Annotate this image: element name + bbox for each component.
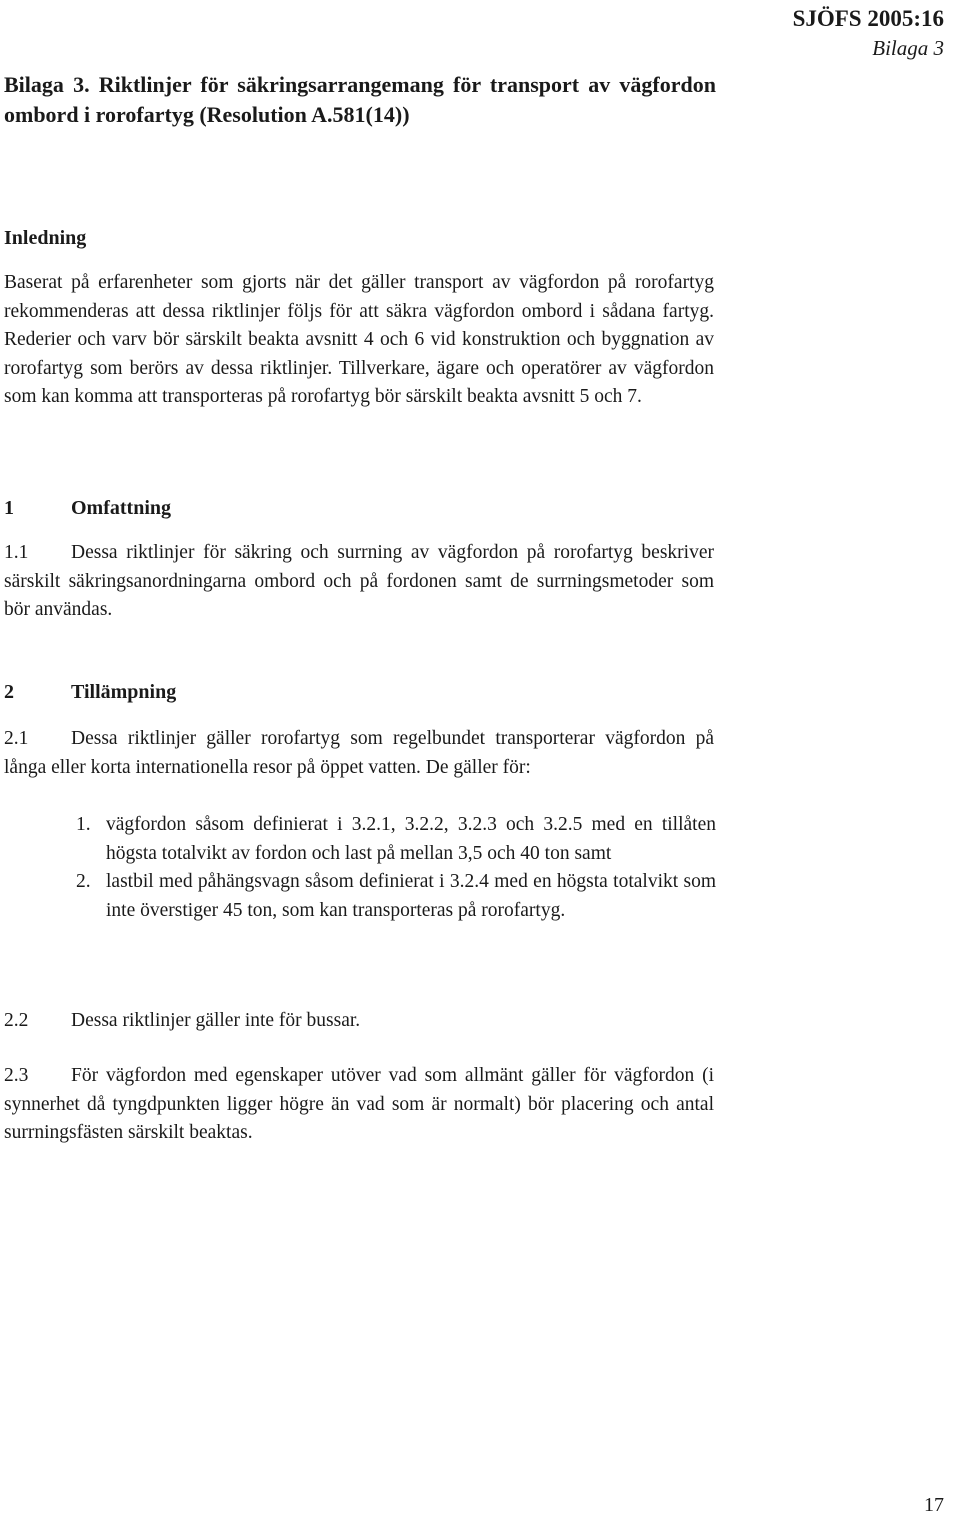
paragraph-number: 2.2 (4, 1010, 29, 1031)
list-item (76, 811, 716, 868)
document-title: Bilaga 3. Riktlinjer för säkringsarrangemang för transport av vägfordon ombord i rorofartyg (Resolution A.581(14)) (4, 72, 716, 127)
intro-paragraph: Baserat på erfarenheter som gjorts när det gäller transport av vägfordon på rorofartyg rekommenderas att dessa riktlinjer följs för att säkra vägfordon ombord i sådana fartyg. Rederier och varv bör särskilt beakta avsnitt 4 och 6 vid konstruktion och byggnation av rorofartyg som berörs av dessa riktlinjer. Tillverkare, ägare och operatörer av vägfordon som kan komma att transporteras på rorofartyg bör särskilt beakta avsnitt 5 och 7. (4, 272, 714, 407)
paragraph-text: Dessa riktlinjer för säkring och surrning av vägfordon på rorofartyg beskriver särskilt säkringsanordningarna ombord och på fordonen samt de surrningsmetoder som bör användas. (4, 542, 714, 620)
paragraph-number: 1.1 (4, 542, 29, 563)
paragraph-2-2 (4, 1007, 714, 1036)
section-title: Tillämpning (71, 681, 177, 703)
section-2-heading (4, 678, 176, 706)
paragraph-number: 2.3 (4, 1065, 29, 1086)
paragraph-text: Dessa riktlinjer gäller inte för bussar. (71, 1010, 361, 1031)
section-number: 2 (4, 681, 14, 703)
paragraph-number: 2.1 (4, 728, 29, 749)
list-item-text: lastbil med påhängsvagn såsom definierat i 3.2.4 med en högsta totalvikt som inte överstiger 45 ton, som kan transporteras på rorofartyg. (106, 871, 716, 921)
section-1-heading (4, 494, 171, 522)
list-item-text: vägfordon såsom definierat i 3.2.1, 3.2.2, 3.2.3 och 3.2.5 med en tillåten högsta totalvikt av fordon och last på mellan 3,5 och 40 ton samt (106, 814, 716, 864)
appendix-label: Bilaga 3 (872, 36, 944, 60)
applicability-list (76, 811, 716, 925)
page-number: 17 (924, 1494, 944, 1516)
paragraph-text: För vägfordon med egenskaper utöver vad som allmänt gäller för vägfordon (i synnerhet då tyngdpunkten ligger högre än vad som är normalt) bör placering och antal surrningsfästen särskilt beaktas. (4, 1065, 714, 1143)
paragraph-text: Dessa riktlinjer gäller rorofartyg som regelbundet transporterar vägfordon på långa eller korta internationella resor på öppet vatten. De gäller för: (4, 728, 714, 778)
regulation-code: SJÖFS 2005:16 (792, 6, 944, 31)
intro-heading: Inledning (4, 227, 87, 249)
paragraph-2-3 (4, 1062, 714, 1148)
section-title: Omfattning (71, 497, 171, 519)
list-item-number: 2. (76, 871, 91, 892)
section-number: 1 (4, 497, 14, 519)
running-header (793, 4, 944, 62)
list-item-number: 1. (76, 814, 91, 835)
paragraph-2-1 (4, 725, 714, 782)
list-item (76, 868, 716, 925)
paragraph-1-1 (4, 539, 714, 625)
